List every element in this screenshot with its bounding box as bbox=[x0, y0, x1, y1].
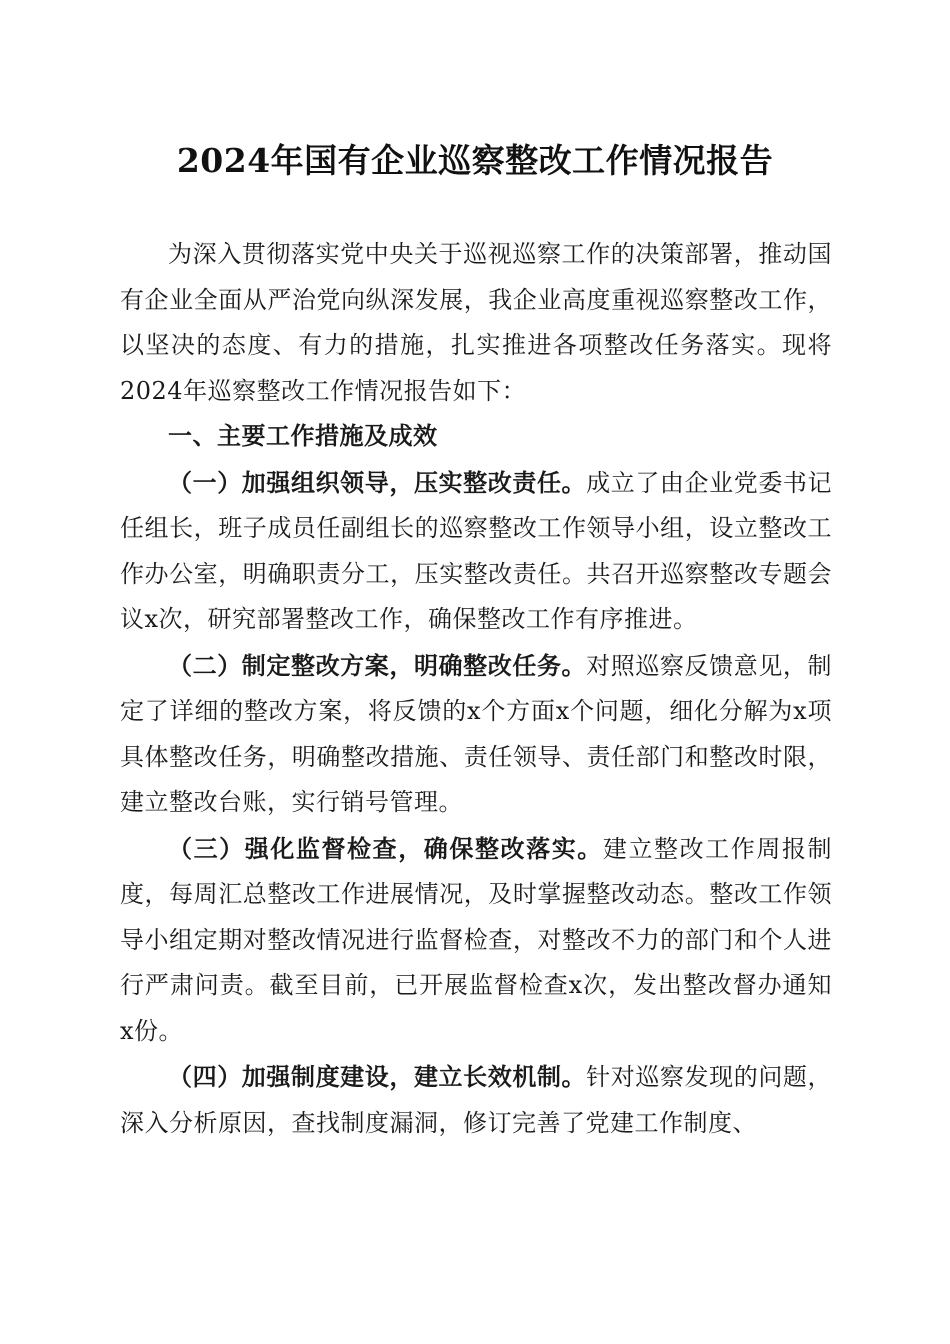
section-heading-1: 一、主要工作措施及成效 bbox=[168, 422, 438, 450]
document-body bbox=[120, 232, 832, 1146]
item-lead-1: （一）加强组织领导，压实整改责任。 bbox=[168, 467, 587, 497]
item-text-1: 成立了由企业党委书记任组长，班子成员任副组长的巡察整改工作领导小组，设立整改工作办公室，明确职责分工，压实整改责任。共召开巡察整改专题会议x次，研究部署整改工作，确保整改工作有序推进。 bbox=[120, 468, 833, 633]
item-paragraph-2 bbox=[120, 643, 832, 826]
item-paragraph-4 bbox=[120, 1054, 832, 1146]
item-paragraph-1 bbox=[120, 460, 832, 643]
item-lead-4: （四）加强制度建设，建立长效机制。 bbox=[168, 1062, 587, 1091]
item-lead-2: （二）制定整改方案，明确整改任务。 bbox=[168, 650, 587, 680]
item-text-4: 针对巡察发现的问题，深入分析原因，查找制度漏洞，修订完善了党建工作制度、 bbox=[120, 1063, 833, 1137]
item-text-3: 建立整改工作周报制度，每周汇总整改工作进展情况，及时掌握整改动态。整改工作领导小组定期对整改情况进行监督检查，对整改不力的部门和个人进行严肃问责。截至目前，已开展监督检查x次，发出整改督办通知x份。 bbox=[120, 834, 832, 1045]
intro-paragraph: 为深入贯彻落实党中央关于巡视巡察工作的决策部署，推动国有企业全面从严治党向纵深发展，我企业高度重视巡察整改工作，以坚决的态度、有力的措施，扎实推进各项整改任务落实。现将2024年巡察整改工作情况报告如下： bbox=[120, 240, 832, 405]
item-lead-3: （三）强化监督检查，确保整改落实。 bbox=[168, 833, 603, 863]
item-paragraph-3 bbox=[120, 826, 832, 1055]
document-title: 2024年国有企业巡察整改工作情况报告 bbox=[176, 141, 774, 180]
item-text-2: 对照巡察反馈意见，制定了详细的整改方案，将反馈的x个方面x个问题，细化分解为x项具体整改任务，明确整改措施、责任领导、责任部门和整改时限，建立整改台账，实行销号管理。 bbox=[120, 651, 833, 816]
